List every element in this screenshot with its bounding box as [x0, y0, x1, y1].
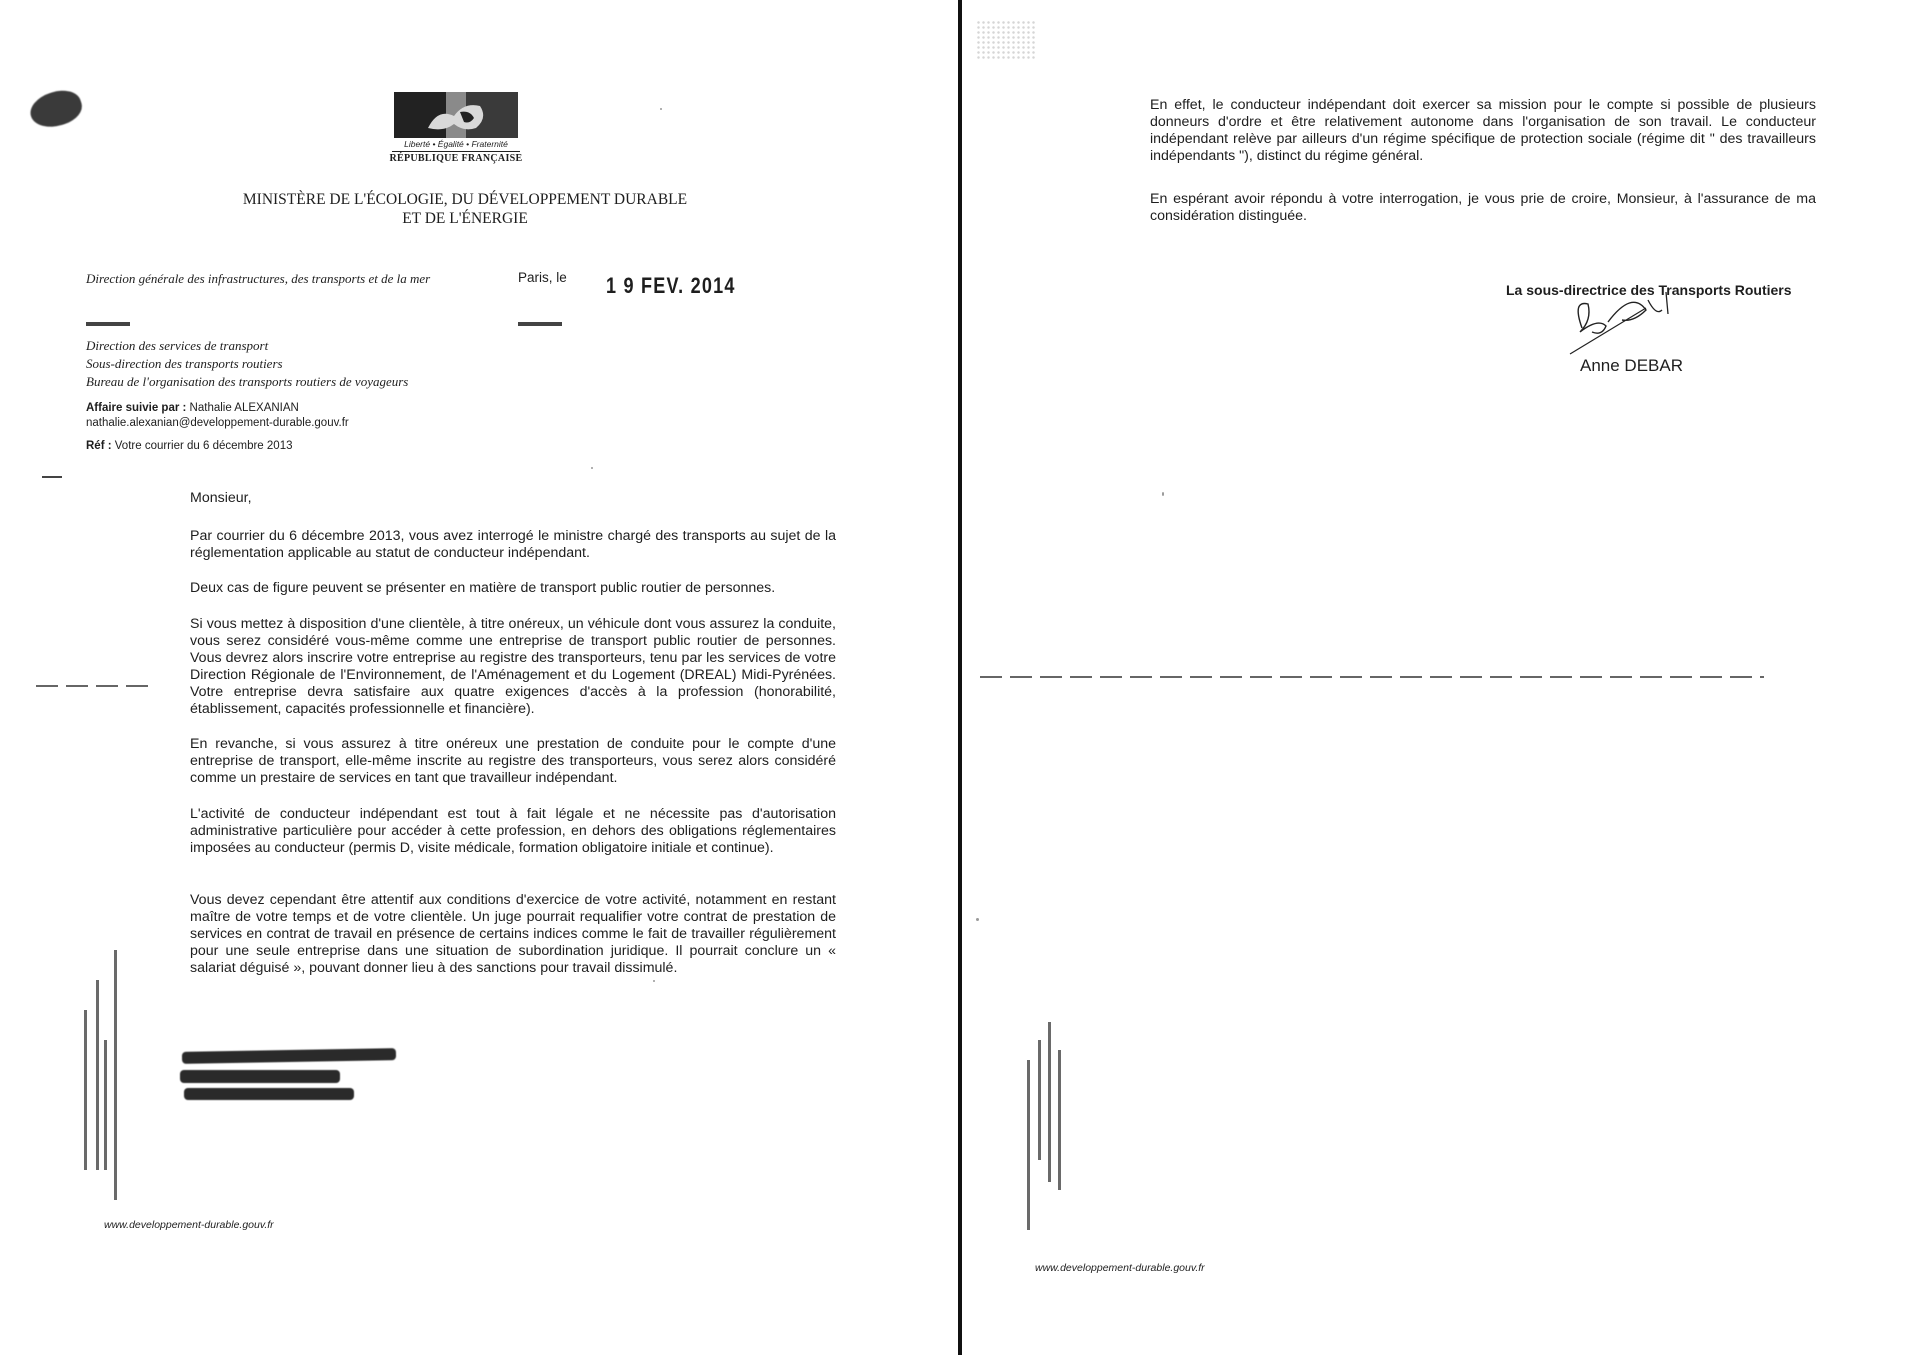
redacted-address: [184, 1088, 354, 1100]
scan-speck: [591, 467, 593, 469]
affaire-block: [86, 401, 349, 431]
scan-streak: [114, 950, 117, 1200]
direction-generale: Direction générale des infrastructures, des transports et de la mer: [86, 271, 431, 286]
ministry-line-2: ET DE L'ÉNERGIE: [402, 210, 528, 227]
paragraph: En espérant avoir répondu à votre interrogation, je vous prie de croire, Monsieur, à l'assurance de ma considération distinguée.: [1150, 191, 1816, 224]
fold-line: [980, 676, 1764, 678]
paragraph: En revanche, si vous assurez à titre onéreux une prestation de conduite pour le compte d'une entreprise de transport, elle-même inscrite au registre des transporteurs, vous serez alors considéré comme un prestaire de services en tant que travailleur indépendant.: [190, 736, 836, 786]
redaction-mark: [518, 322, 562, 326]
marianne-logo: [394, 92, 518, 138]
affaire-label: Affaire suivie par :: [86, 402, 187, 414]
service-line: Direction des services de transport: [86, 338, 269, 353]
logo-motto: Liberté • Égalité • Fraternité: [404, 139, 508, 149]
scan-speck: [1162, 492, 1164, 496]
scan-streak: [1058, 1050, 1061, 1190]
logo-republic-text: RÉPUBLIQUE FRANÇAISE: [389, 153, 523, 164]
paragraph: L'activité de conducteur indépendant est tout à fait légale et ne nécessite pas d'autorisation administrative particulière pour accéder à cette profession, en dehors des obligations réglementaires imposées au conducteur (permis D, visite médicale, formation obligatoire initiale et continue).: [190, 806, 836, 856]
redacted-address: [182, 1048, 396, 1064]
paragraph: Par courrier du 6 décembre 2013, vous avez interrogé le ministre chargé des transports au sujet de la réglementation applicable au statut de conducteur indépendant.: [190, 528, 836, 561]
scan-noise: [976, 20, 1036, 60]
logo-divider: [392, 151, 520, 152]
scan-streak: [1048, 1022, 1051, 1182]
paragraph: Deux cas de figure peuvent se présenter en matière de transport public routier de personnes.: [190, 580, 776, 596]
handwritten-signature: [1562, 270, 1702, 360]
scan-smudge: [26, 85, 86, 133]
date-stamp: 1 9 FEV. 2014: [606, 273, 736, 298]
affaire-email: nathalie.alexanian@developpement-durable.gouv.fr: [86, 417, 349, 429]
signatory-name: Anne DEBAR: [1580, 356, 1683, 375]
scan-streak: [96, 980, 99, 1170]
letter-page-1: [0, 0, 958, 1355]
scan-speck: [976, 918, 979, 921]
letter-page-2: [962, 0, 1920, 1355]
service-line: Sous-direction des transports routiers: [86, 356, 283, 371]
scan-streak: [1038, 1040, 1041, 1160]
scan-speck: [653, 980, 655, 982]
salutation: Monsieur,: [190, 490, 252, 506]
services-block: [86, 337, 408, 391]
margin-mark: [42, 476, 62, 478]
scan-streak: [84, 1010, 87, 1170]
paragraph: En effet, le conducteur indépendant doit exercer sa mission pour le compte si possible de plusieurs donneurs d'ordre et être relativement autonome dans l'organisation de son travail. Le conducteur indépendant relève par ailleurs d'un régime spécifique de protection sociale (régime dit " des travailleurs indépendants "), distinct du régime général.: [1150, 97, 1816, 164]
signatory-title: La sous-directrice des Transports Routiers: [1506, 282, 1792, 298]
reference-line: [86, 440, 292, 452]
footer-url: www.developpement-durable.gouv.fr: [104, 1219, 274, 1231]
ministry-heading: [150, 190, 780, 228]
scan-streak: [104, 1040, 107, 1170]
scan-streak: [1027, 1060, 1030, 1230]
reference-value: Votre courrier du 6 décembre 2013: [114, 440, 293, 452]
fold-line: [36, 685, 156, 687]
scan-speck: [660, 108, 662, 110]
place-label: Paris, le: [518, 270, 567, 285]
reference-label: Réf :: [86, 440, 112, 452]
footer-url: www.developpement-durable.gouv.fr: [1035, 1262, 1205, 1274]
paragraph: Vous devez cependant être attentif aux conditions d'exercice de votre activité, notamment en restant maître de votre temps et de votre clientèle. Un juge pourrait requalifier votre contrat de prestation de services en contrat de travail en présence de certains indices comme le fait de travailler régulièrement pour une seule entreprise dans une situation de subordination juridique. Il pourrait conclure un « salariat déguisé », pouvant donner lieu à des sanctions pour travail dissimulé.: [190, 892, 836, 976]
redaction-mark: [86, 322, 130, 326]
paragraph: Si vous mettez à disposition d'une clientèle, à titre onéreux, un véhicule dont vous assurez la conduite, vous serez considéré vous-même comme une entreprise de transport public routier de personnes. Vous devrez alors inscrire votre entreprise au registre des transporteurs, tenu par les services de votre Direction Régionale de l'Environnement, de l'Aménagement et du Logement (DREAL) Midi-Pyrénées. Votre entreprise devra satisfaire aux quatre exigences d'accès à la profession (honorabilité, établissement, capacités professionnelle et financière).: [190, 616, 836, 717]
service-line: Bureau de l'organisation des transports routiers de voyageurs: [86, 374, 409, 389]
affaire-name: Nathalie ALEXANIAN: [189, 402, 299, 414]
redacted-address: [180, 1070, 340, 1083]
ministry-line-1: MINISTÈRE DE L'ÉCOLOGIE, DU DÉVELOPPEMENT DURABLE: [242, 191, 688, 208]
